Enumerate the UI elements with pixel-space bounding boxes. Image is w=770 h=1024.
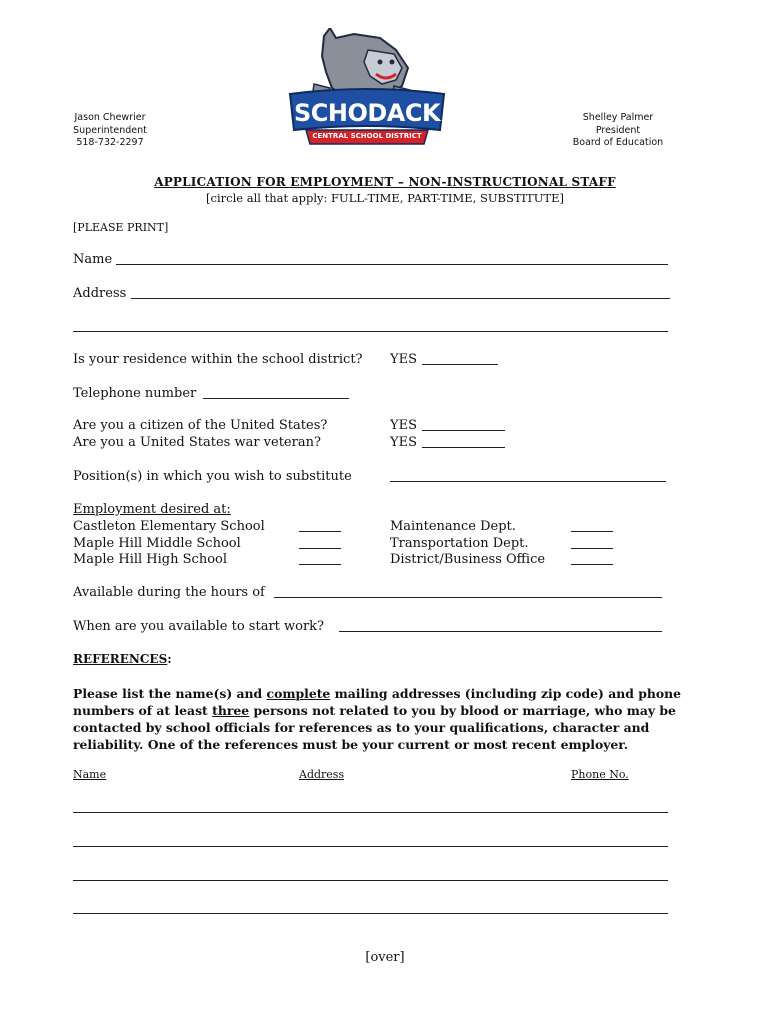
page-footer-over: [over]	[365, 950, 405, 965]
instructions-three: three	[212, 703, 250, 718]
employment-location-maple-hill-middle: Maple Hill Middle School	[73, 536, 241, 551]
reference-col-name: Name	[73, 768, 107, 781]
maple-hill-high-field[interactable]	[299, 564, 341, 565]
superintendent-contact	[68, 112, 152, 150]
name-label: Name	[73, 252, 113, 267]
address-field-line-2[interactable]	[73, 331, 668, 332]
superintendent-name: Jason Chewrier	[74, 112, 146, 123]
employment-heading: Employment desired at:	[73, 502, 231, 517]
castleton-field[interactable]	[299, 531, 341, 532]
position-field[interactable]	[390, 481, 666, 482]
start-field[interactable]	[339, 631, 662, 632]
veteran-yes-label: YES	[390, 435, 417, 450]
residence-yes-field[interactable]	[422, 364, 498, 365]
president-name: Shelley Palmer	[582, 112, 654, 123]
reference-line-2[interactable]	[73, 846, 668, 847]
instructions-part-2: mailing addresses (including zip code) and phone numbers of at least	[73, 686, 682, 718]
reference-col-address: Address	[299, 768, 345, 781]
superintendent-phone: 518-732-2297	[76, 137, 144, 148]
citizen-label: Are you a citizen of the United States?	[73, 418, 328, 433]
citizen-yes-field[interactable]	[422, 430, 505, 431]
logo-wordmark: SCHODACK	[294, 99, 441, 127]
position-label: Position(s) in which you wish to substitute	[73, 469, 352, 484]
residence-label: Is your residence within the school district?	[73, 352, 363, 367]
employment-location-castleton: Castleton Elementary School	[73, 519, 265, 534]
veteran-label: Are you a United States war veteran?	[73, 435, 321, 450]
district-office-field[interactable]	[571, 564, 613, 565]
references-instructions	[73, 685, 713, 753]
address-label: Address	[73, 286, 127, 301]
reference-col-phone: Phone No.	[571, 768, 629, 781]
reference-line-3[interactable]	[73, 880, 668, 881]
telephone-field[interactable]	[203, 398, 349, 399]
transportation-field[interactable]	[571, 548, 613, 549]
employment-location-maple-hill-high: Maple Hill High School	[73, 552, 228, 567]
employment-location-district-office: District/Business Office	[390, 552, 546, 567]
reference-line-4[interactable]	[73, 913, 668, 914]
maintenance-field[interactable]	[571, 531, 613, 532]
president-contact	[568, 112, 668, 150]
president-title: President	[595, 124, 641, 136]
instructions-part-1: Please list the name(s) and	[73, 686, 267, 701]
start-label: When are you available to start work?	[73, 619, 325, 634]
hours-field[interactable]	[274, 597, 662, 598]
address-field[interactable]	[131, 298, 670, 299]
please-print-label: [PLEASE PRINT]	[73, 221, 169, 234]
schodack-logo	[284, 28, 450, 154]
instructions-complete: complete	[266, 686, 331, 701]
telephone-label: Telephone number	[73, 386, 197, 401]
references-heading	[73, 652, 172, 666]
page-subtitle: [circle all that apply: FULL-TIME, PART-TIME, SUBSTITUTE]	[206, 191, 564, 205]
employment-location-transportation: Transportation Dept.	[390, 536, 529, 551]
name-field[interactable]	[116, 264, 668, 265]
maple-hill-middle-field[interactable]	[299, 548, 341, 549]
references-heading-colon: :	[167, 652, 172, 666]
logo-tagline: CENTRAL SCHOOL DISTRICT	[312, 132, 422, 140]
superintendent-title: Superintendent	[73, 124, 147, 136]
reference-line-1[interactable]	[73, 812, 668, 813]
residence-yes-label: YES	[390, 352, 417, 367]
instructions-part-3: persons not related to you by blood or marriage, who may be contacted by school officials for references as to your qualifications, character and reliability. One of the references must be your current or most recent employer.	[73, 703, 676, 752]
veteran-yes-field[interactable]	[422, 447, 505, 448]
employment-location-maintenance: Maintenance Dept.	[390, 519, 516, 534]
hours-label: Available during the hours of	[73, 585, 265, 600]
references-heading-text: REFERENCES	[73, 652, 168, 666]
page-title: APPLICATION FOR EMPLOYMENT – NON-INSTRUCTIONAL STAFF	[154, 175, 616, 189]
board-title: Board of Education	[572, 137, 664, 148]
citizen-yes-label: YES	[390, 418, 417, 433]
